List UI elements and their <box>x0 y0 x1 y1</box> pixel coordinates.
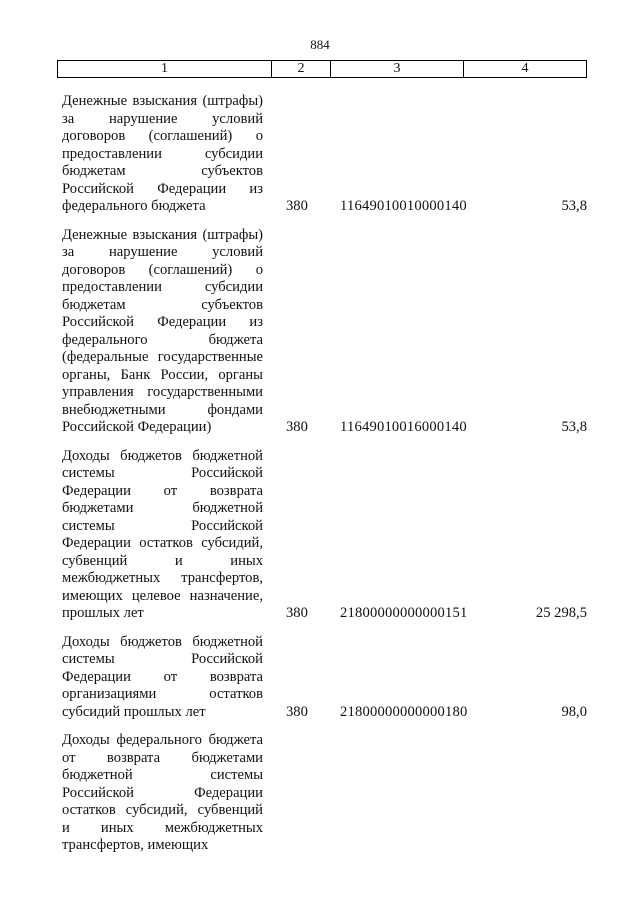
row-description <box>62 93 263 216</box>
description-line: Российской Федерации) <box>62 419 212 435</box>
description-line: субвенций и иных <box>62 552 263 569</box>
row-description <box>62 732 263 855</box>
column-header-2: 2 <box>272 61 331 77</box>
row-budget-code: 11649010010000140 <box>340 198 467 214</box>
description-line: бюджетной системы <box>62 767 263 783</box>
description-line: Доходы бюджетов бюджетной <box>62 633 263 650</box>
row-amount: 98,0 <box>561 703 587 720</box>
row-code-admin: 380 <box>286 419 308 435</box>
row-description <box>62 634 263 722</box>
description-line: остатков субсидий, субвенций <box>62 802 263 818</box>
column-header-1: 1 <box>58 61 272 77</box>
description-line: трансфертов, имеющих <box>62 837 209 853</box>
row-description <box>62 227 263 437</box>
description-line: организациями остатков <box>62 686 263 702</box>
description-line: и иных межбюджетных <box>62 819 263 836</box>
description-line: системы Российской <box>62 465 263 481</box>
description-line: предоставлении субсидии <box>62 145 263 162</box>
description-line: системы Российской <box>62 517 263 534</box>
description-line: за нарушение условий <box>62 244 263 260</box>
row-budget-code: 21800000000000180 <box>340 703 468 720</box>
description-line: органы, Банк России, органы <box>62 366 263 383</box>
table-body <box>0 93 640 866</box>
row-budget-code: 11649010016000140 <box>340 419 467 435</box>
description-line: управления государственными <box>62 384 263 400</box>
description-line: Федерации от возврата <box>62 668 263 685</box>
description-line: прошлых лет <box>62 605 144 621</box>
row-amount: 53,8 <box>561 198 587 214</box>
description-line: Доходы федерального бюджета <box>62 732 263 748</box>
row-code-admin: 380 <box>286 198 308 214</box>
page-number: 884 <box>310 37 330 52</box>
description-line: межбюджетных трансфертов, <box>62 570 263 586</box>
description-line: бюджетами бюджетной <box>62 500 263 516</box>
description-line: за нарушение условий <box>62 110 263 127</box>
description-line: предоставлении субсидии <box>62 279 263 295</box>
description-line: Федерации остатков субсидий, <box>62 535 263 551</box>
table-row <box>0 732 640 855</box>
description-line: Федерации от возврата <box>62 482 263 499</box>
table-row <box>0 448 640 623</box>
description-line: от возврата бюджетами <box>62 749 263 766</box>
table-row <box>0 634 640 722</box>
description-line: договоров (соглашений) о <box>62 261 263 278</box>
description-line: Российской Федерации <box>62 784 263 801</box>
row-budget-code: 21800000000000151 <box>340 605 468 621</box>
description-line: Денежные взыскания (штрафы) <box>62 226 263 243</box>
description-line: Российской Федерации из <box>62 314 263 330</box>
row-code-admin: 380 <box>286 703 308 720</box>
description-line: внебюджетными фондами <box>62 401 263 418</box>
row-code-admin: 380 <box>286 605 308 621</box>
description-line: федерального бюджета <box>62 331 263 348</box>
row-description <box>62 448 263 623</box>
column-header-3: 3 <box>331 61 464 77</box>
description-line: (федеральные государственные <box>62 349 263 365</box>
description-line: бюджетам субъектов <box>62 163 263 179</box>
table-row <box>0 93 640 216</box>
description-line: имеющих целевое назначение, <box>62 587 263 604</box>
description-line: Российской Федерации из <box>62 180 263 197</box>
column-header-4: 4 <box>521 61 529 76</box>
description-line: бюджетам субъектов <box>62 296 263 313</box>
table-row <box>0 227 640 437</box>
description-line: федерального бюджета <box>62 198 206 214</box>
description-line: договоров (соглашений) о <box>62 128 263 144</box>
column-header-row <box>57 60 587 78</box>
description-line: Денежные взыскания (штрафы) <box>62 93 263 109</box>
row-amount: 25 298,5 <box>535 605 587 621</box>
row-amount: 53,8 <box>561 419 587 435</box>
description-line: системы Российской <box>62 651 263 667</box>
description-line: субсидий прошлых лет <box>62 703 206 720</box>
description-line: Доходы бюджетов бюджетной <box>62 447 263 464</box>
